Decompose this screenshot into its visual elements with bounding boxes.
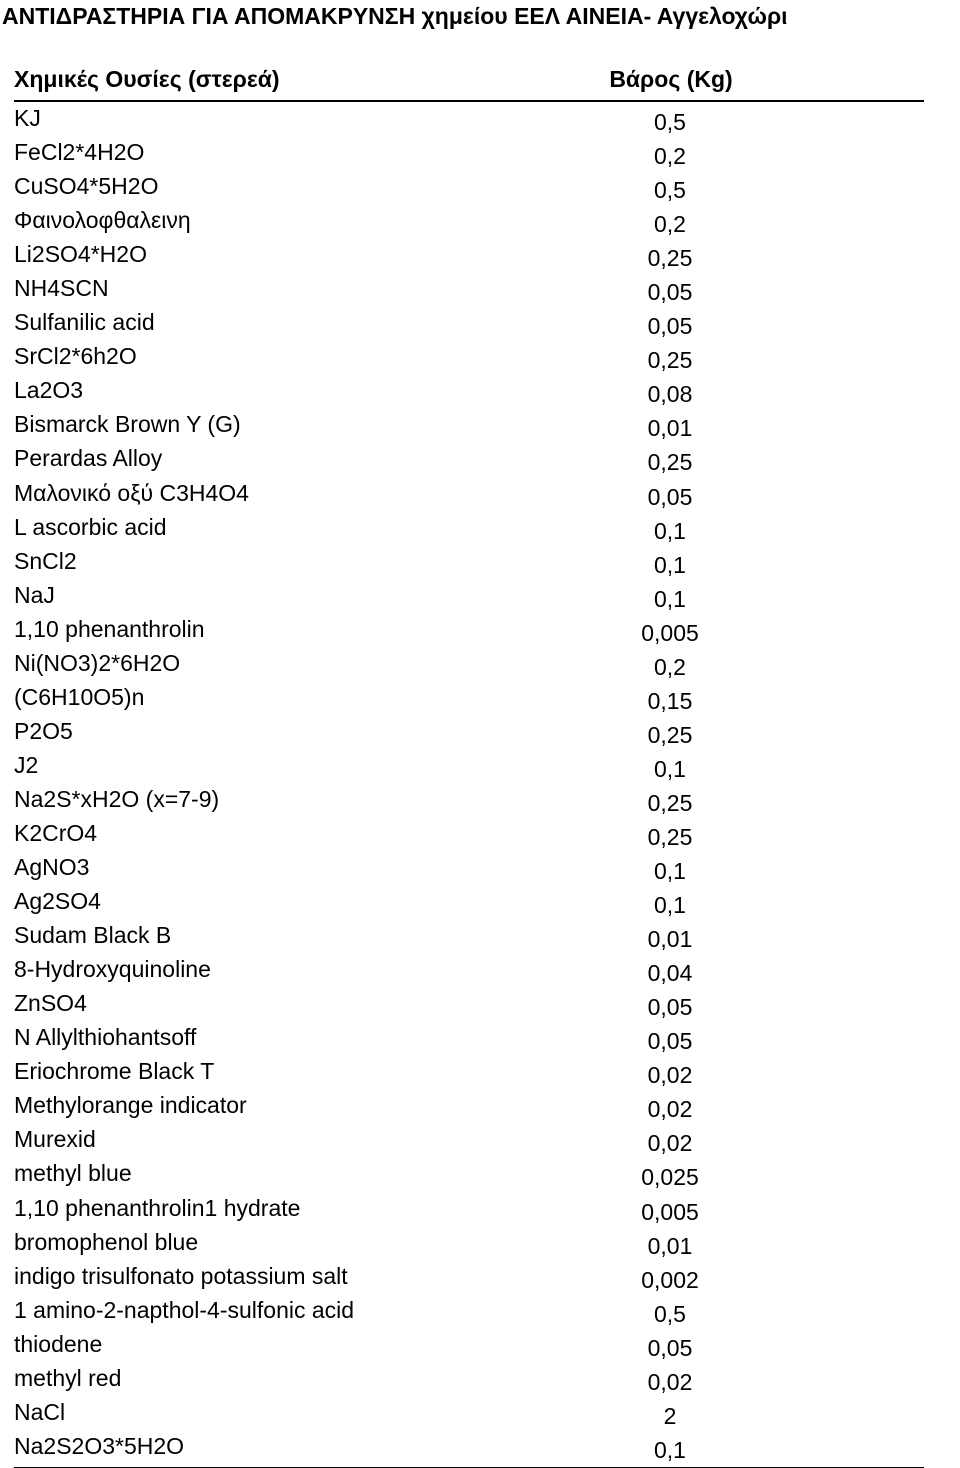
substance-weight: 0,05 — [647, 483, 693, 510]
substance-weight: 0,1 — [654, 892, 686, 919]
substance-name: SrCl2*6h2O — [14, 343, 137, 370]
table-row — [14, 1089, 924, 1123]
substance-weight: 0,08 — [647, 381, 693, 408]
substance-name: J2 — [14, 751, 39, 778]
substance-weight: 0,005 — [641, 1198, 699, 1225]
substance-name: Na2S*xH2O (x=7-9) — [14, 785, 220, 812]
substance-weight: 0,25 — [647, 823, 693, 850]
table-row — [14, 715, 924, 749]
substance-weight: 0,1 — [654, 585, 686, 612]
table-row — [14, 477, 924, 511]
table-row — [14, 1021, 924, 1055]
table-row — [14, 272, 924, 306]
substance-name: AgNO3 — [14, 854, 90, 881]
substance-name: FeCl2*4H2O — [14, 139, 145, 166]
substance-weight: 0,05 — [647, 994, 693, 1021]
table-row — [14, 681, 924, 715]
substance-name: ZnSO4 — [14, 990, 87, 1017]
substance-weight: 0,25 — [647, 347, 693, 374]
table-row — [14, 136, 924, 170]
substance-name: CuSO4*5H2O — [14, 173, 159, 200]
table-row — [14, 306, 924, 340]
substance-weight: 0,005 — [641, 619, 699, 646]
substance-weight: 0,5 — [654, 177, 686, 204]
substance-weight: 0,15 — [647, 687, 693, 714]
substance-name: Eriochrome Black T — [14, 1058, 215, 1085]
substance-name: Ni(NO3)2*6H2O — [14, 649, 181, 676]
substance-weight: 0,025 — [641, 1164, 699, 1191]
substance-name: Li2SO4*H2O — [14, 241, 147, 268]
substance-weight: 0,05 — [647, 1028, 693, 1055]
substance-name: La2O3 — [14, 377, 84, 404]
substance-weight: 0,05 — [647, 279, 693, 306]
table-row — [14, 1362, 924, 1396]
table-row — [14, 1294, 924, 1328]
substance-weight: 0,5 — [654, 109, 686, 135]
substance-weight: 0,1 — [654, 517, 686, 544]
substance-name: indigo trisulfonato potassium salt — [14, 1262, 348, 1289]
substance-name: 1,10 phenanthrolin1 hydrate — [14, 1194, 301, 1221]
substance-weight: 0,5 — [654, 1300, 686, 1327]
substance-name: methyl blue — [14, 1160, 132, 1187]
substance-name: bromophenol blue — [14, 1228, 199, 1255]
table-row — [14, 374, 924, 408]
substance-name: Sulfanilic acid — [14, 309, 155, 336]
substance-name: Murexid — [14, 1126, 96, 1153]
table-row — [14, 545, 924, 579]
table-row — [14, 238, 924, 272]
table-row — [14, 442, 924, 476]
substance-weight: 0,02 — [647, 1096, 693, 1123]
substance-weight: 0,01 — [647, 1232, 693, 1259]
substance-name: K2CrO4 — [14, 819, 98, 846]
substance-name: Perardas Alloy — [14, 445, 163, 472]
substance-weight: 0,02 — [647, 1368, 693, 1395]
table-row — [14, 1396, 924, 1430]
substance-weight: 0,1 — [654, 551, 686, 578]
substance-weight: 0,1 — [654, 858, 686, 885]
substance-name: 8-Hydroxyquinoline — [14, 956, 211, 983]
table-row — [14, 851, 924, 885]
table-row — [14, 817, 924, 851]
substance-weight: 0,01 — [647, 926, 693, 953]
table-row — [14, 783, 924, 817]
table-body — [14, 102, 924, 1464]
substance-name: P2O5 — [14, 717, 73, 744]
table-row — [14, 1260, 924, 1294]
substance-weight: 0,04 — [647, 960, 693, 987]
table-row — [14, 1226, 924, 1260]
table-row — [14, 511, 924, 545]
substance-name: Ag2SO4 — [14, 888, 101, 915]
weight-column-header: Βάρος (Kg) — [609, 66, 733, 92]
substance-name: Methylorange indicator — [14, 1092, 247, 1119]
table-row — [14, 579, 924, 613]
substance-weight: 0,02 — [647, 1130, 693, 1157]
substance-weight: 0,05 — [647, 1334, 693, 1361]
table-row — [14, 885, 924, 919]
substance-name: KJ — [14, 105, 41, 131]
substance-weight: 0,2 — [654, 143, 686, 170]
table-row — [14, 102, 924, 136]
table-row — [14, 204, 924, 238]
substance-name: (C6H10O5)n — [14, 683, 145, 710]
substance-name: methyl red — [14, 1364, 122, 1391]
substance-weight: 0,02 — [647, 1062, 693, 1089]
substance-name: Bismarck Brown Y (G) — [14, 411, 241, 438]
substance-weight: 0,1 — [654, 1436, 686, 1463]
substance-weight: 0,01 — [647, 415, 693, 442]
table-row — [14, 170, 924, 204]
table-row — [14, 613, 924, 647]
substance-weight: 0,2 — [654, 211, 686, 238]
substance-name: thiodene — [14, 1330, 103, 1357]
table-row — [14, 1123, 924, 1157]
substance-weight: 0,25 — [647, 449, 693, 476]
table-row — [14, 749, 924, 783]
table-row — [14, 340, 924, 374]
table-row — [14, 1328, 924, 1362]
substance-weight: 0,25 — [647, 245, 693, 272]
substance-weight: 2 — [663, 1402, 677, 1429]
substance-name: 1 amino-2-napthol-4-sulfonic acid — [14, 1296, 355, 1323]
substance-weight: 0,1 — [654, 755, 686, 782]
substance-weight: 0,05 — [647, 313, 693, 340]
substance-name: NaCl — [14, 1398, 66, 1425]
substance-name: Μαλονικό οξύ C3H4O4 — [14, 479, 249, 506]
table-row — [14, 919, 924, 953]
chemicals-table — [14, 62, 924, 1464]
substance-name: Sudam Black B — [14, 922, 172, 949]
substance-weight: 0,002 — [641, 1266, 699, 1293]
substance-weight: 0,2 — [654, 653, 686, 680]
table-row — [14, 647, 924, 681]
substance-name: N Allylthiohantsoff — [14, 1024, 197, 1051]
table-header — [14, 62, 924, 102]
table-row — [14, 408, 924, 442]
substance-name: NH4SCN — [14, 275, 109, 302]
substance-column-header: Χημικές Ουσίες (στερεά) — [14, 66, 280, 92]
table-row — [14, 1430, 924, 1464]
substance-name: Φαινολοφθαλεινη — [14, 207, 191, 234]
substance-name: 1,10 phenanthrolin — [14, 615, 205, 642]
table-row — [14, 1055, 924, 1089]
substance-weight: 0,25 — [647, 721, 693, 748]
table-row — [14, 953, 924, 987]
substance-name: SnCl2 — [14, 547, 77, 574]
page-title: ΑΝΤΙΔΡΑΣΤΗΡΙΑ ΓΙΑ ΑΠΟΜΑΚΡΥΝΣΗ χημείου ΕΕΛ ΑΙΝΕΙΑ- Αγγελοχώρι — [2, 3, 788, 29]
substance-name: Na2S2O3*5H2O — [14, 1432, 185, 1459]
substance-name: NaJ — [14, 581, 55, 608]
table-row — [14, 987, 924, 1021]
table-row — [14, 1157, 924, 1191]
substance-weight: 0,25 — [647, 789, 693, 816]
table-row — [14, 1192, 924, 1226]
substance-name: L ascorbic acid — [14, 513, 167, 540]
